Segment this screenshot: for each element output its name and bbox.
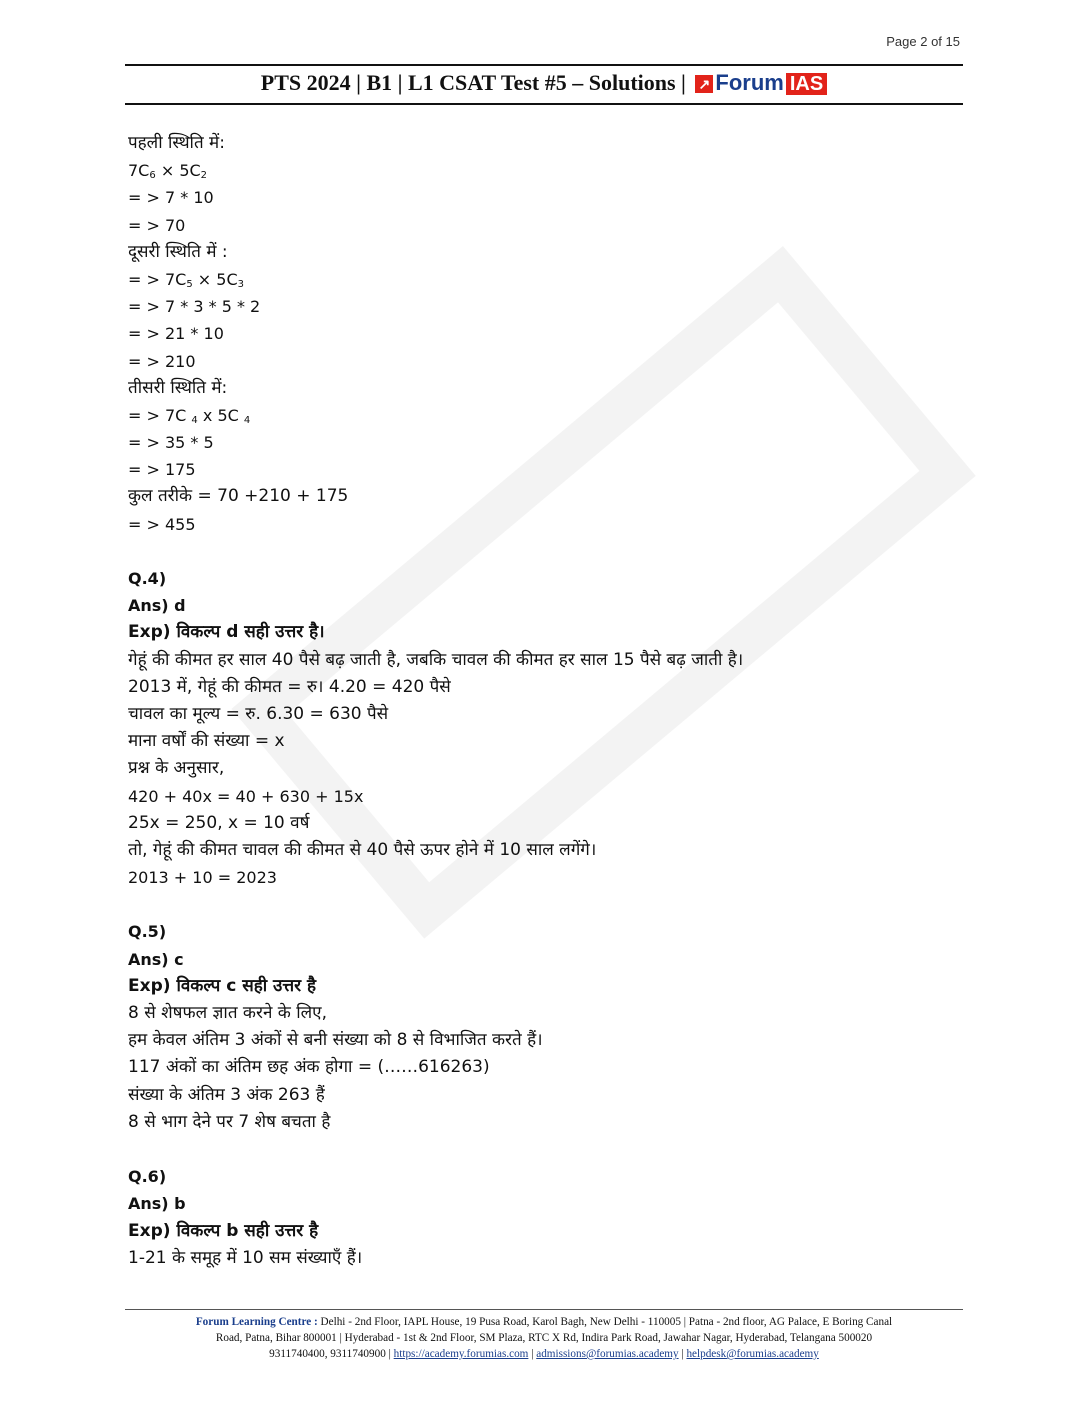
text-line: चावल का मूल्य = रु. 6.30 = 630 पैसे bbox=[128, 703, 389, 724]
text-line: 8 से शेषफल ज्ञात करने के लिए, bbox=[128, 1003, 327, 1023]
formula-line: = > 70 bbox=[128, 215, 186, 235]
question-number: Q.4) bbox=[128, 569, 167, 588]
header-title: PTS 2024 | B1 | L1 CSAT Test #5 – Solutions | bbox=[260, 70, 686, 95]
arrow-up-right-icon: ↗ bbox=[695, 75, 713, 93]
text-line: पहली स्थिति में: bbox=[128, 133, 225, 153]
formula-line: = > 175 bbox=[128, 460, 196, 480]
formula-line: = > 7 * 3 * 5 * 2 bbox=[128, 297, 261, 317]
footer-rule bbox=[125, 1309, 963, 1310]
footer-org-name: Forum Learning Centre : bbox=[195, 1316, 318, 1328]
answer-line: Ans) d bbox=[128, 596, 186, 616]
text-line: तीसरी स्थिति में: bbox=[128, 377, 228, 398]
formula-line: = > 35 * 5 bbox=[128, 433, 214, 453]
text-line: दूसरी स्थिति में : bbox=[128, 241, 228, 262]
formula-line: $7C_6 \times 5C_2$ bbox=[128, 161, 208, 182]
formula-line: = > 455 bbox=[128, 514, 196, 534]
text-line: 1-21 के समूह में 10 सम संख्याएँ हैं। bbox=[128, 1247, 363, 1268]
question-number: Q.5) bbox=[128, 922, 167, 942]
text-line: हम केवल अंतिम 3 अंकों से बनी संख्या को 8 से विभाजित करते हैं। bbox=[128, 1030, 543, 1051]
footer-address: Delhi - 2nd Floor, IAPL House, 19 Pusa Road, Karol Bagh, New Delhi - 110005 | Patna - 2nd floor, AG Palace, E Boring Canal bbox=[317, 1316, 893, 1328]
text-line: तो, गेहूं की कीमत चावल की कीमत से 40 पैसे ऊपर होने में 10 साल लगेंगे। bbox=[128, 839, 597, 860]
header-bottom-rule bbox=[125, 103, 963, 105]
page-footer: Forum Learning Centre : Delhi - 2nd Floor, IAPL House, 19 Pusa Road, Karol Bagh, New Delhi - 110005 | Patna - 2nd floor, AG Palace, E Boring Canal Road, Patna, Bihar 800001 | Hyderabad - 1st & 2nd Floor, SM Plaza, RTC X Rd, Indira Park Road, Jawahar Nagar, Hyderabad, Telangana 500020 9311740400, 9311740900 | https://academy.forumias.com | admissions@forumias.academy | helpdesk@forumias.academy bbox=[125, 1314, 963, 1362]
header-top-rule bbox=[125, 64, 963, 66]
solution-content bbox=[128, 130, 968, 1272]
formula-line: = > $7C_5 \times 5C_3$ bbox=[128, 269, 245, 290]
page-header bbox=[125, 70, 963, 102]
answer-line: Ans) b bbox=[128, 1194, 186, 1214]
text-line: माना वर्षों की संख्या = x bbox=[128, 731, 285, 752]
academy-link[interactable]: https://academy.forumias.com bbox=[393, 1348, 529, 1360]
text-line: प्रश्न के अनुसार, bbox=[128, 758, 225, 779]
question-number: Q.6) bbox=[128, 1167, 167, 1187]
text-line: 117 अंकों का अंतिम छह अंक होगा = (……616263) bbox=[128, 1057, 490, 1078]
forumias-logo: ↗ Forum IAS bbox=[695, 70, 827, 96]
answer-line: Ans) c bbox=[128, 949, 184, 969]
text-line: 2013 में, गेहूं की कीमत = रु। 4.20 = 420 पैसे bbox=[128, 676, 451, 697]
footer-phones: 9311740400, 9311740900 | bbox=[269, 1348, 394, 1360]
formula-line: 420 + 40x = 40 + 630 + 15x bbox=[128, 786, 364, 806]
text-line: 25x = 250, x = 10 वर्ष bbox=[128, 812, 310, 833]
explanation-heading: Exp) विकल्प d सही उत्तर है। bbox=[128, 622, 325, 643]
explanation-heading: Exp) विकल्प b सही उत्तर है bbox=[128, 1220, 319, 1241]
page-number: Page 2 of 15 bbox=[886, 34, 960, 49]
admissions-email-link[interactable]: admissions@forumias.academy bbox=[536, 1348, 679, 1360]
footer-address-2: Road, Patna, Bihar 800001 | Hyderabad - 1st & 2nd Floor, SM Plaza, RTC X Rd, Indira Park Road, Jawahar Nagar, Hyderabad, Telangana 500020 bbox=[215, 1332, 873, 1344]
explanation-heading: Exp) विकल्प c सही उत्तर है bbox=[128, 975, 317, 996]
text-line: संख्या के अंतिम 3 अंक 263 हैं bbox=[128, 1084, 325, 1105]
formula-line: = > 21 * 10 bbox=[128, 324, 224, 344]
formula-line: = > 7 * 10 bbox=[128, 188, 214, 208]
formula-line: = > 7C $_4$ x 5C $_4$ bbox=[128, 405, 251, 426]
text-line: 8 से भाग देने पर 7 शेष बचता है bbox=[128, 1111, 331, 1132]
formula-line: 2013 + 10 = 2023 bbox=[128, 868, 277, 888]
text-line: कुल तरीके = 70 +210 + 175 bbox=[128, 486, 349, 507]
formula-line: = > 210 bbox=[128, 351, 196, 371]
text-line: गेहूं की कीमत हर साल 40 पैसे बढ़ जाती है, जबकि चावल की कीमत हर साल 15 पैसे बढ़ जाती है। bbox=[128, 649, 744, 670]
helpdesk-email-link[interactable]: helpdesk@forumias.academy bbox=[686, 1348, 819, 1360]
